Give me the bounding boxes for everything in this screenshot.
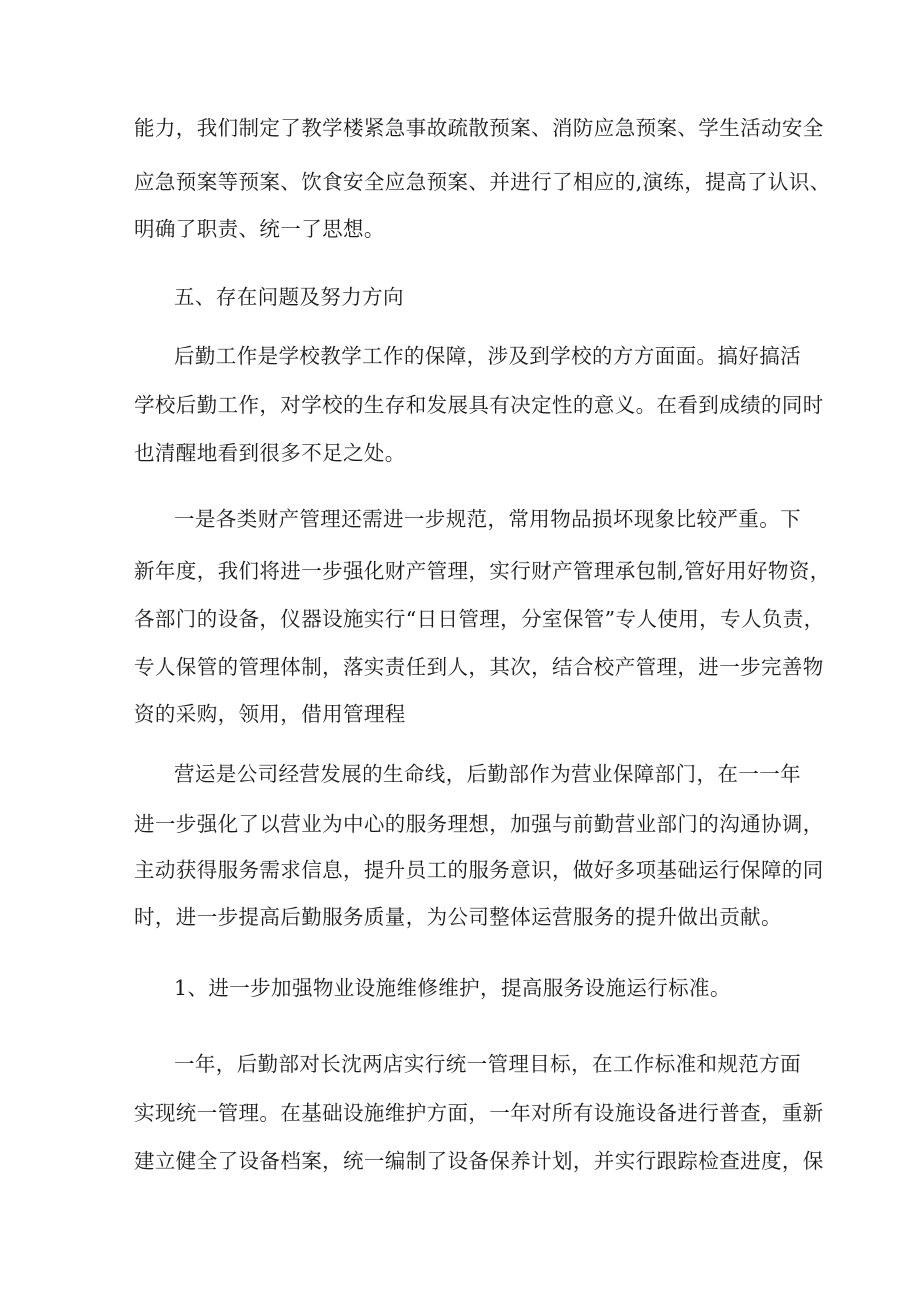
text-line: 进一步强化了以营业为中心的服务理想，加强与前勤营业部门的沟通协调， [134,812,824,836]
text-line: 主动获得服务需求信息，提升员工的服务意识，做好多项基础运行保障的同 [134,858,824,882]
text-line: 能力，我们制定了教学楼紧急事故疏散预案、消防应急预案、学生活动安全 [134,116,824,140]
text-line: 营运是公司经营发展的生命线，后勤部作为营业保障部门，在一一年 [174,762,801,786]
text-line: 明确了职责、统一了思想。 [134,217,385,241]
section-heading: 五、存在问题及努力方向 [174,285,404,309]
text-line: 一年，后勤部对长沈两店实行统一管理目标，在工作标准和规范方面 [174,1052,801,1076]
list-item-heading: 1、进一步加强物业设施维修维护，提高服务设施运行标准。 [174,976,731,1000]
text-line: 建立健全了设备档案，统一编制了设备保养计划，并实行跟踪检查进度，保 [134,1149,824,1173]
text-line: 资的采购，领用，借用管理程 [134,702,406,726]
text-line: 后勤工作是学校教学工作的保障，涉及到学校的方方面面。搞好搞活 [174,344,801,368]
text-line: 各部门的设备，仪器设施实行“日日管理，分室保管”专人使用，专人负责， [134,607,825,631]
text-line: 学校后勤工作，对学校的生存和发展具有决定性的意义。在看到成绩的同时 [134,393,824,417]
text-line: 也清醒地看到很多不足之处。 [134,441,406,465]
text-line: 专人保管的管理体制，落实责任到人，其次，结合校产管理，进一步完善物 [134,655,824,679]
text-line: 应急预案等预案、饮食安全应急预案、并进行了相应的,演练，提高了认识、 [134,170,831,194]
text-line: 时，进一步提高后勤服务质量，为公司整体运营服务的提升做出贡献。 [134,905,782,929]
text-line: 新年度，我们将进一步强化财产管理，实行财产管理承包制,管好用好物资， [134,559,831,583]
text-line: 一是各类财产管理还需进一步规范，常用物品损坏现象比较严重。下 [174,507,801,531]
text-line: 实现统一管理。在基础设施维护方面，一年对所有设施设备进行普查，重新 [134,1101,824,1125]
